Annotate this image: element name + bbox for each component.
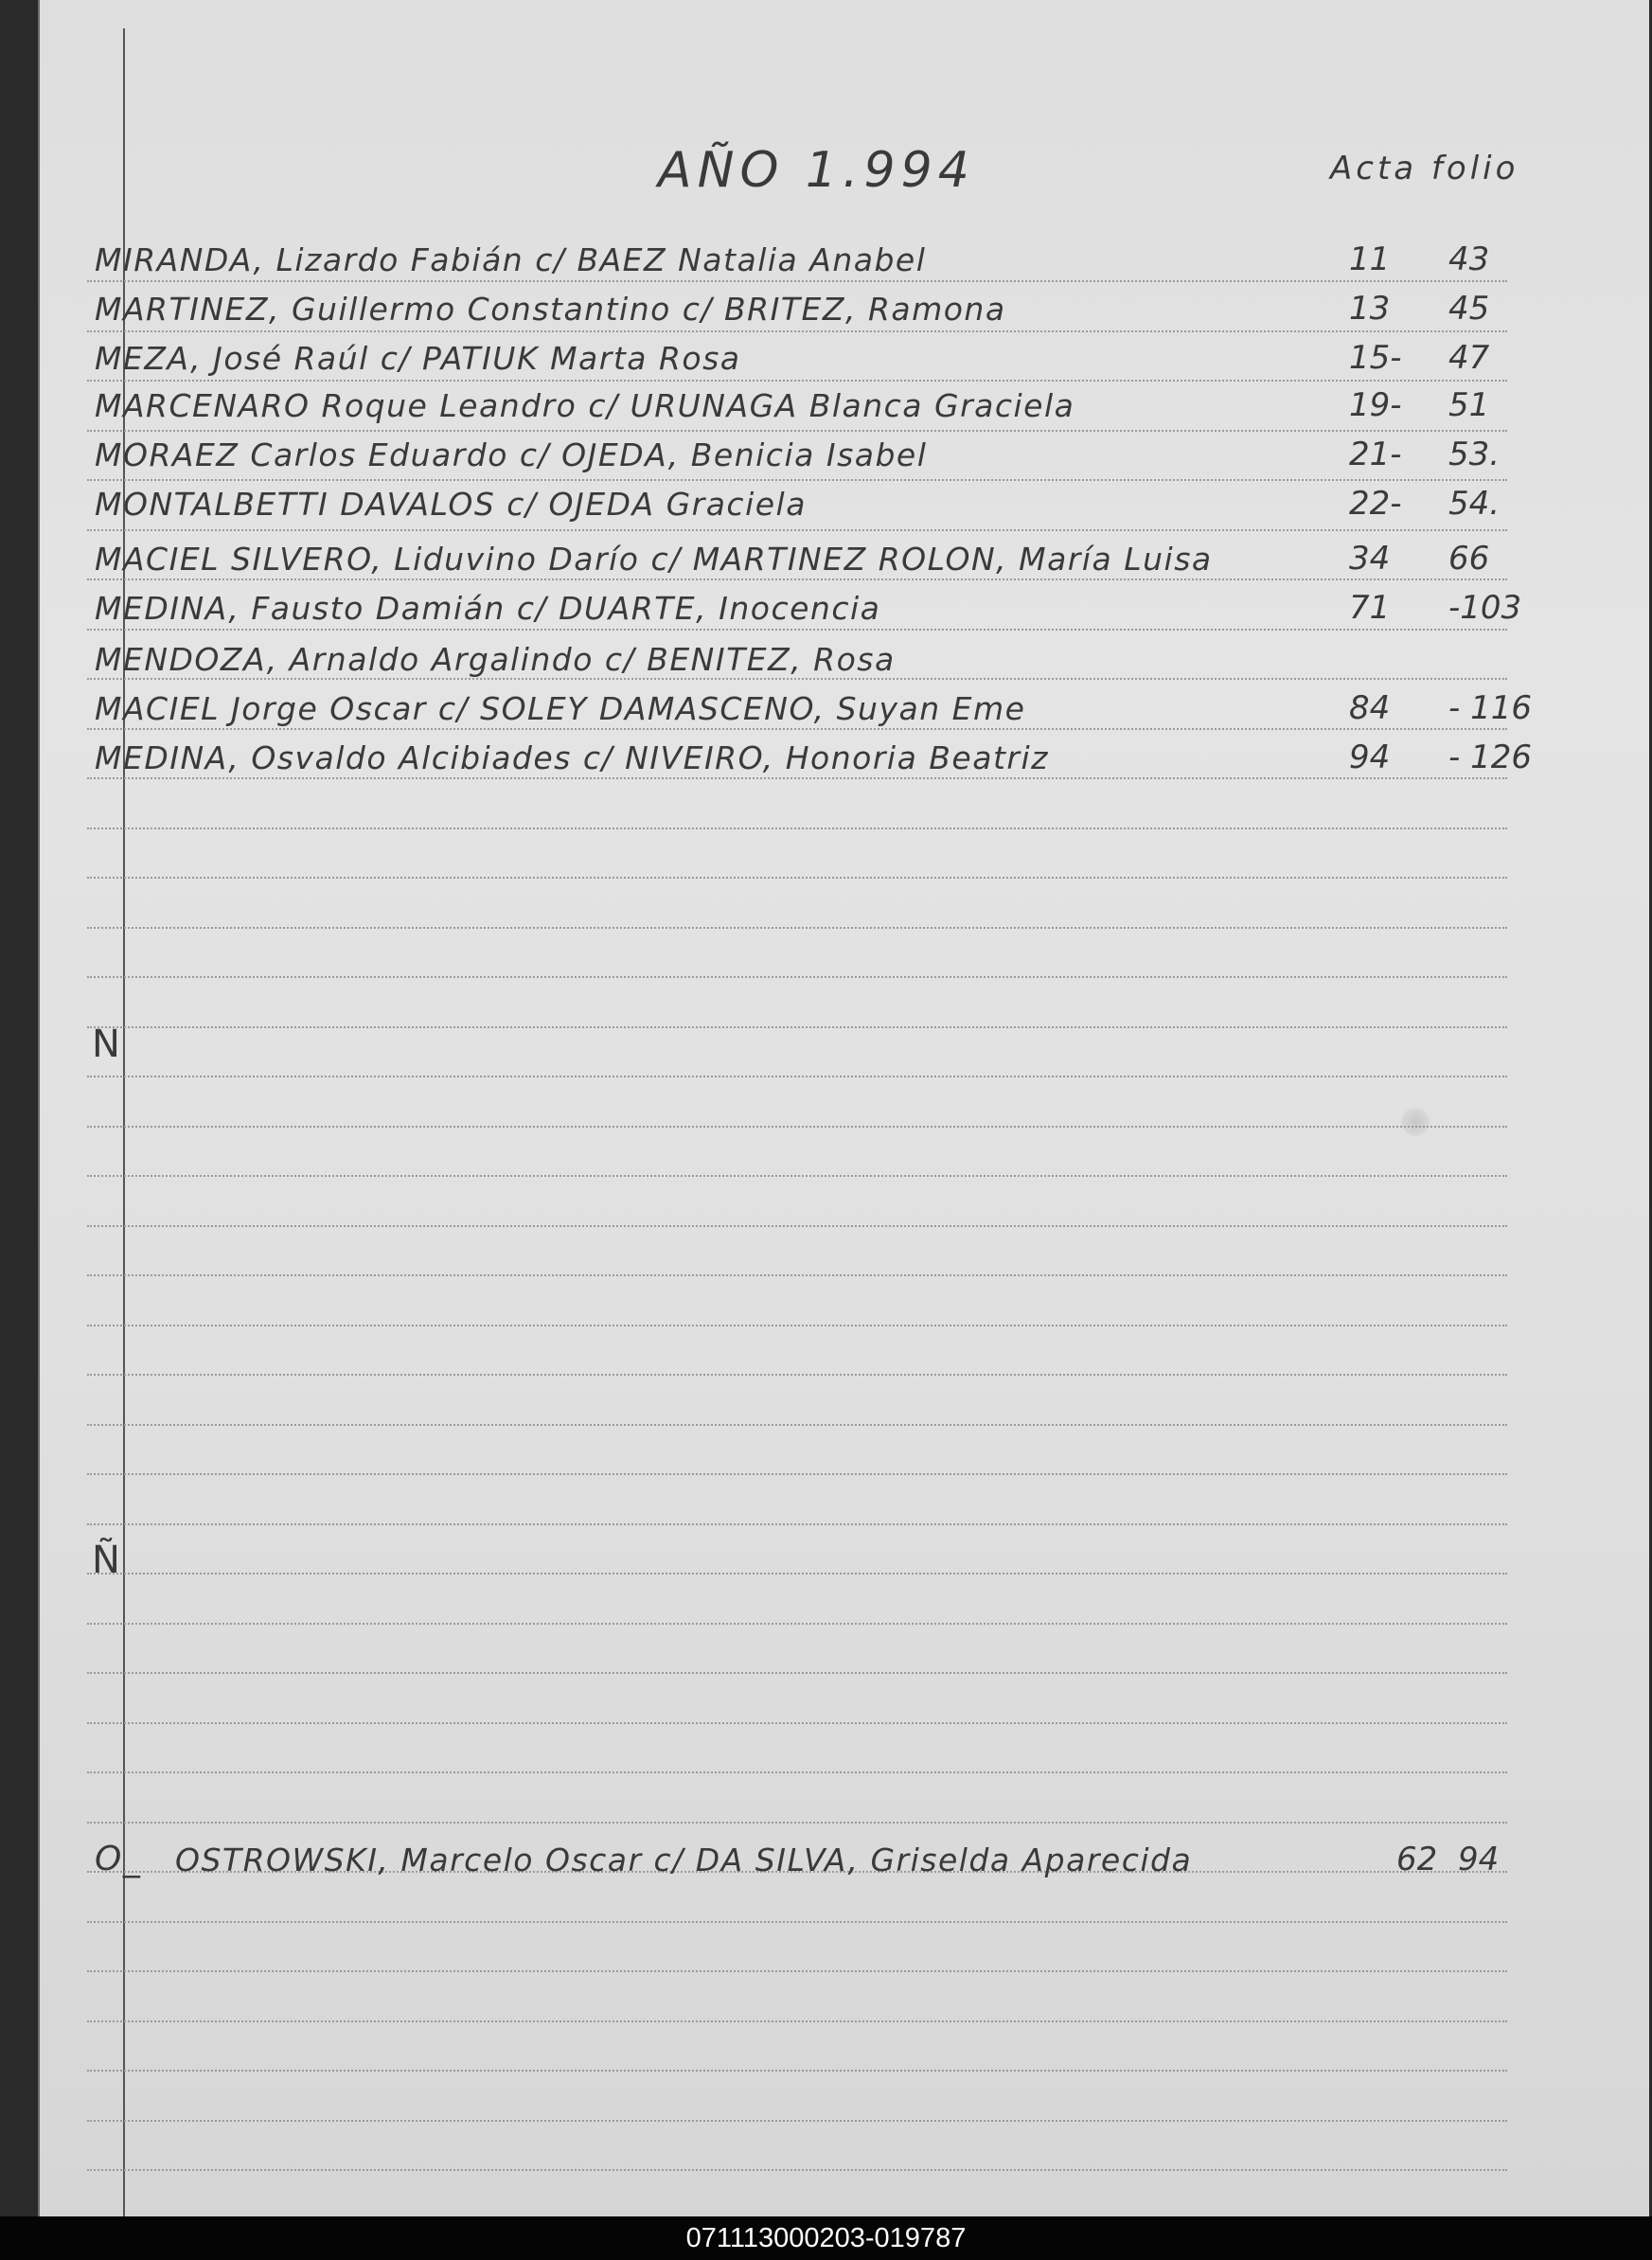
ruled-line	[87, 529, 1507, 531]
ruled-line	[87, 1076, 1507, 1077]
list-item	[95, 237, 1572, 282]
entry-acta: 22-	[1349, 485, 1402, 523]
list-item	[95, 286, 1572, 331]
ruled-line	[87, 1970, 1507, 1972]
entry-acta: 19-	[1349, 386, 1402, 424]
ledger-page	[38, 0, 1649, 2216]
ruled-line	[87, 1573, 1507, 1575]
entry-acta: 84	[1349, 689, 1391, 727]
ruled-line	[87, 2020, 1507, 2022]
ruled-line	[87, 1672, 1507, 1674]
ruled-line	[87, 976, 1507, 978]
ruled-line	[87, 877, 1507, 879]
ruled-line	[87, 2169, 1507, 2171]
entry-acta: 71	[1349, 589, 1391, 627]
entry-name: MACIEL SILVERO, Liduvino Darío c/ MARTINEZ ROLON, María Luisa	[95, 541, 1213, 578]
section-letter-enye: Ñ	[92, 1539, 121, 1582]
ruled-line	[87, 1225, 1507, 1227]
entry-folio: 51	[1448, 386, 1490, 424]
entry-folio: - 126	[1448, 739, 1532, 776]
entry-folio: 47	[1448, 339, 1490, 377]
entry-name: MONTALBETTI DAVALOS c/ OJEDA Graciela	[95, 486, 807, 523]
page-title: AÑO 1.994	[658, 142, 975, 199]
entry-folio: 54.	[1448, 485, 1501, 523]
entry-acta: 62	[1396, 1841, 1438, 1878]
ruled-line	[87, 1722, 1507, 1724]
entry-name: MEZA, José Raúl c/ PATIUK Marta Rosa	[95, 340, 741, 377]
entry-folio: 66	[1448, 540, 1490, 578]
section-letter-o: O_	[95, 1840, 142, 1878]
entry-acta: 21-	[1349, 436, 1402, 473]
ruled-line	[87, 1126, 1507, 1128]
ruled-line	[87, 1771, 1507, 1773]
ruled-line	[87, 1175, 1507, 1177]
list-item	[95, 536, 1572, 581]
entry-name: OSTROWSKI, Marcelo Oscar c/ DA SILVA, Griselda Aparecida	[175, 1842, 1193, 1878]
list-item	[95, 735, 1572, 780]
entry-name: MEDINA, Fausto Damián c/ DUARTE, Inocencia	[95, 590, 881, 627]
entry-folio: 53.	[1448, 436, 1501, 473]
entry-folio: 94	[1458, 1841, 1500, 1878]
list-item	[95, 335, 1572, 381]
entry-name: MARTINEZ, Guillermo Constantino c/ BRITEZ, Ramona	[95, 291, 1006, 328]
entry-name: MACIEL Jorge Oscar c/ SOLEY DAMASCENO, Suyan Eme	[95, 690, 1026, 727]
section-letter-n: N	[92, 1023, 121, 1066]
entry-acta: 94	[1349, 739, 1391, 776]
ruled-line	[87, 1274, 1507, 1276]
entry-name: MIRANDA, Lizardo Fabián c/ BAEZ Natalia Anabel	[95, 241, 927, 278]
entry-name: MEDINA, Osvaldo Alcibiades c/ NIVEIRO, Honoria Beatriz	[95, 739, 1049, 776]
ruled-line	[87, 2070, 1507, 2072]
ruled-line	[87, 1374, 1507, 1376]
list-item	[95, 383, 1572, 428]
list-item	[95, 432, 1572, 477]
entry-name: MENDOZA, Arnaldo Argalindo c/ BENITEZ, Rosa	[95, 641, 896, 678]
entry-acta: 15-	[1349, 339, 1402, 377]
entry-name: MARCENARO Roque Leandro c/ URUNAGA Blanca Graciela	[95, 387, 1075, 424]
ruled-line	[87, 1921, 1507, 1923]
ruled-line	[87, 1523, 1507, 1525]
entry-name: MORAEZ Carlos Eduardo c/ OJEDA, Benicia Isabel	[95, 436, 928, 473]
column-header: Acta folio	[1330, 150, 1519, 187]
entry-folio: 43	[1448, 240, 1490, 278]
list-item	[95, 1837, 1572, 1882]
entry-folio: 45	[1448, 290, 1490, 328]
ruled-line	[87, 1623, 1507, 1625]
entry-acta: 34	[1349, 540, 1391, 578]
entry-acta: 13	[1349, 290, 1391, 328]
ruled-line	[87, 1473, 1507, 1475]
ruled-line	[87, 1026, 1507, 1028]
list-item	[95, 685, 1572, 731]
list-item	[95, 585, 1572, 631]
ruled-line	[87, 1325, 1507, 1326]
ruled-line	[87, 827, 1507, 829]
list-item	[95, 636, 1572, 682]
entry-acta: 11	[1349, 240, 1391, 278]
ruled-line	[87, 1822, 1507, 1824]
ruled-line	[87, 1424, 1507, 1426]
paper-smudge	[1401, 1108, 1430, 1136]
list-item	[95, 481, 1572, 526]
ruled-line	[87, 2120, 1507, 2122]
ruled-line	[87, 927, 1507, 929]
entry-folio: - 116	[1448, 689, 1532, 727]
entry-folio: -103	[1448, 589, 1522, 627]
scan-code-footer: 071113000203-019787	[0, 2216, 1652, 2260]
